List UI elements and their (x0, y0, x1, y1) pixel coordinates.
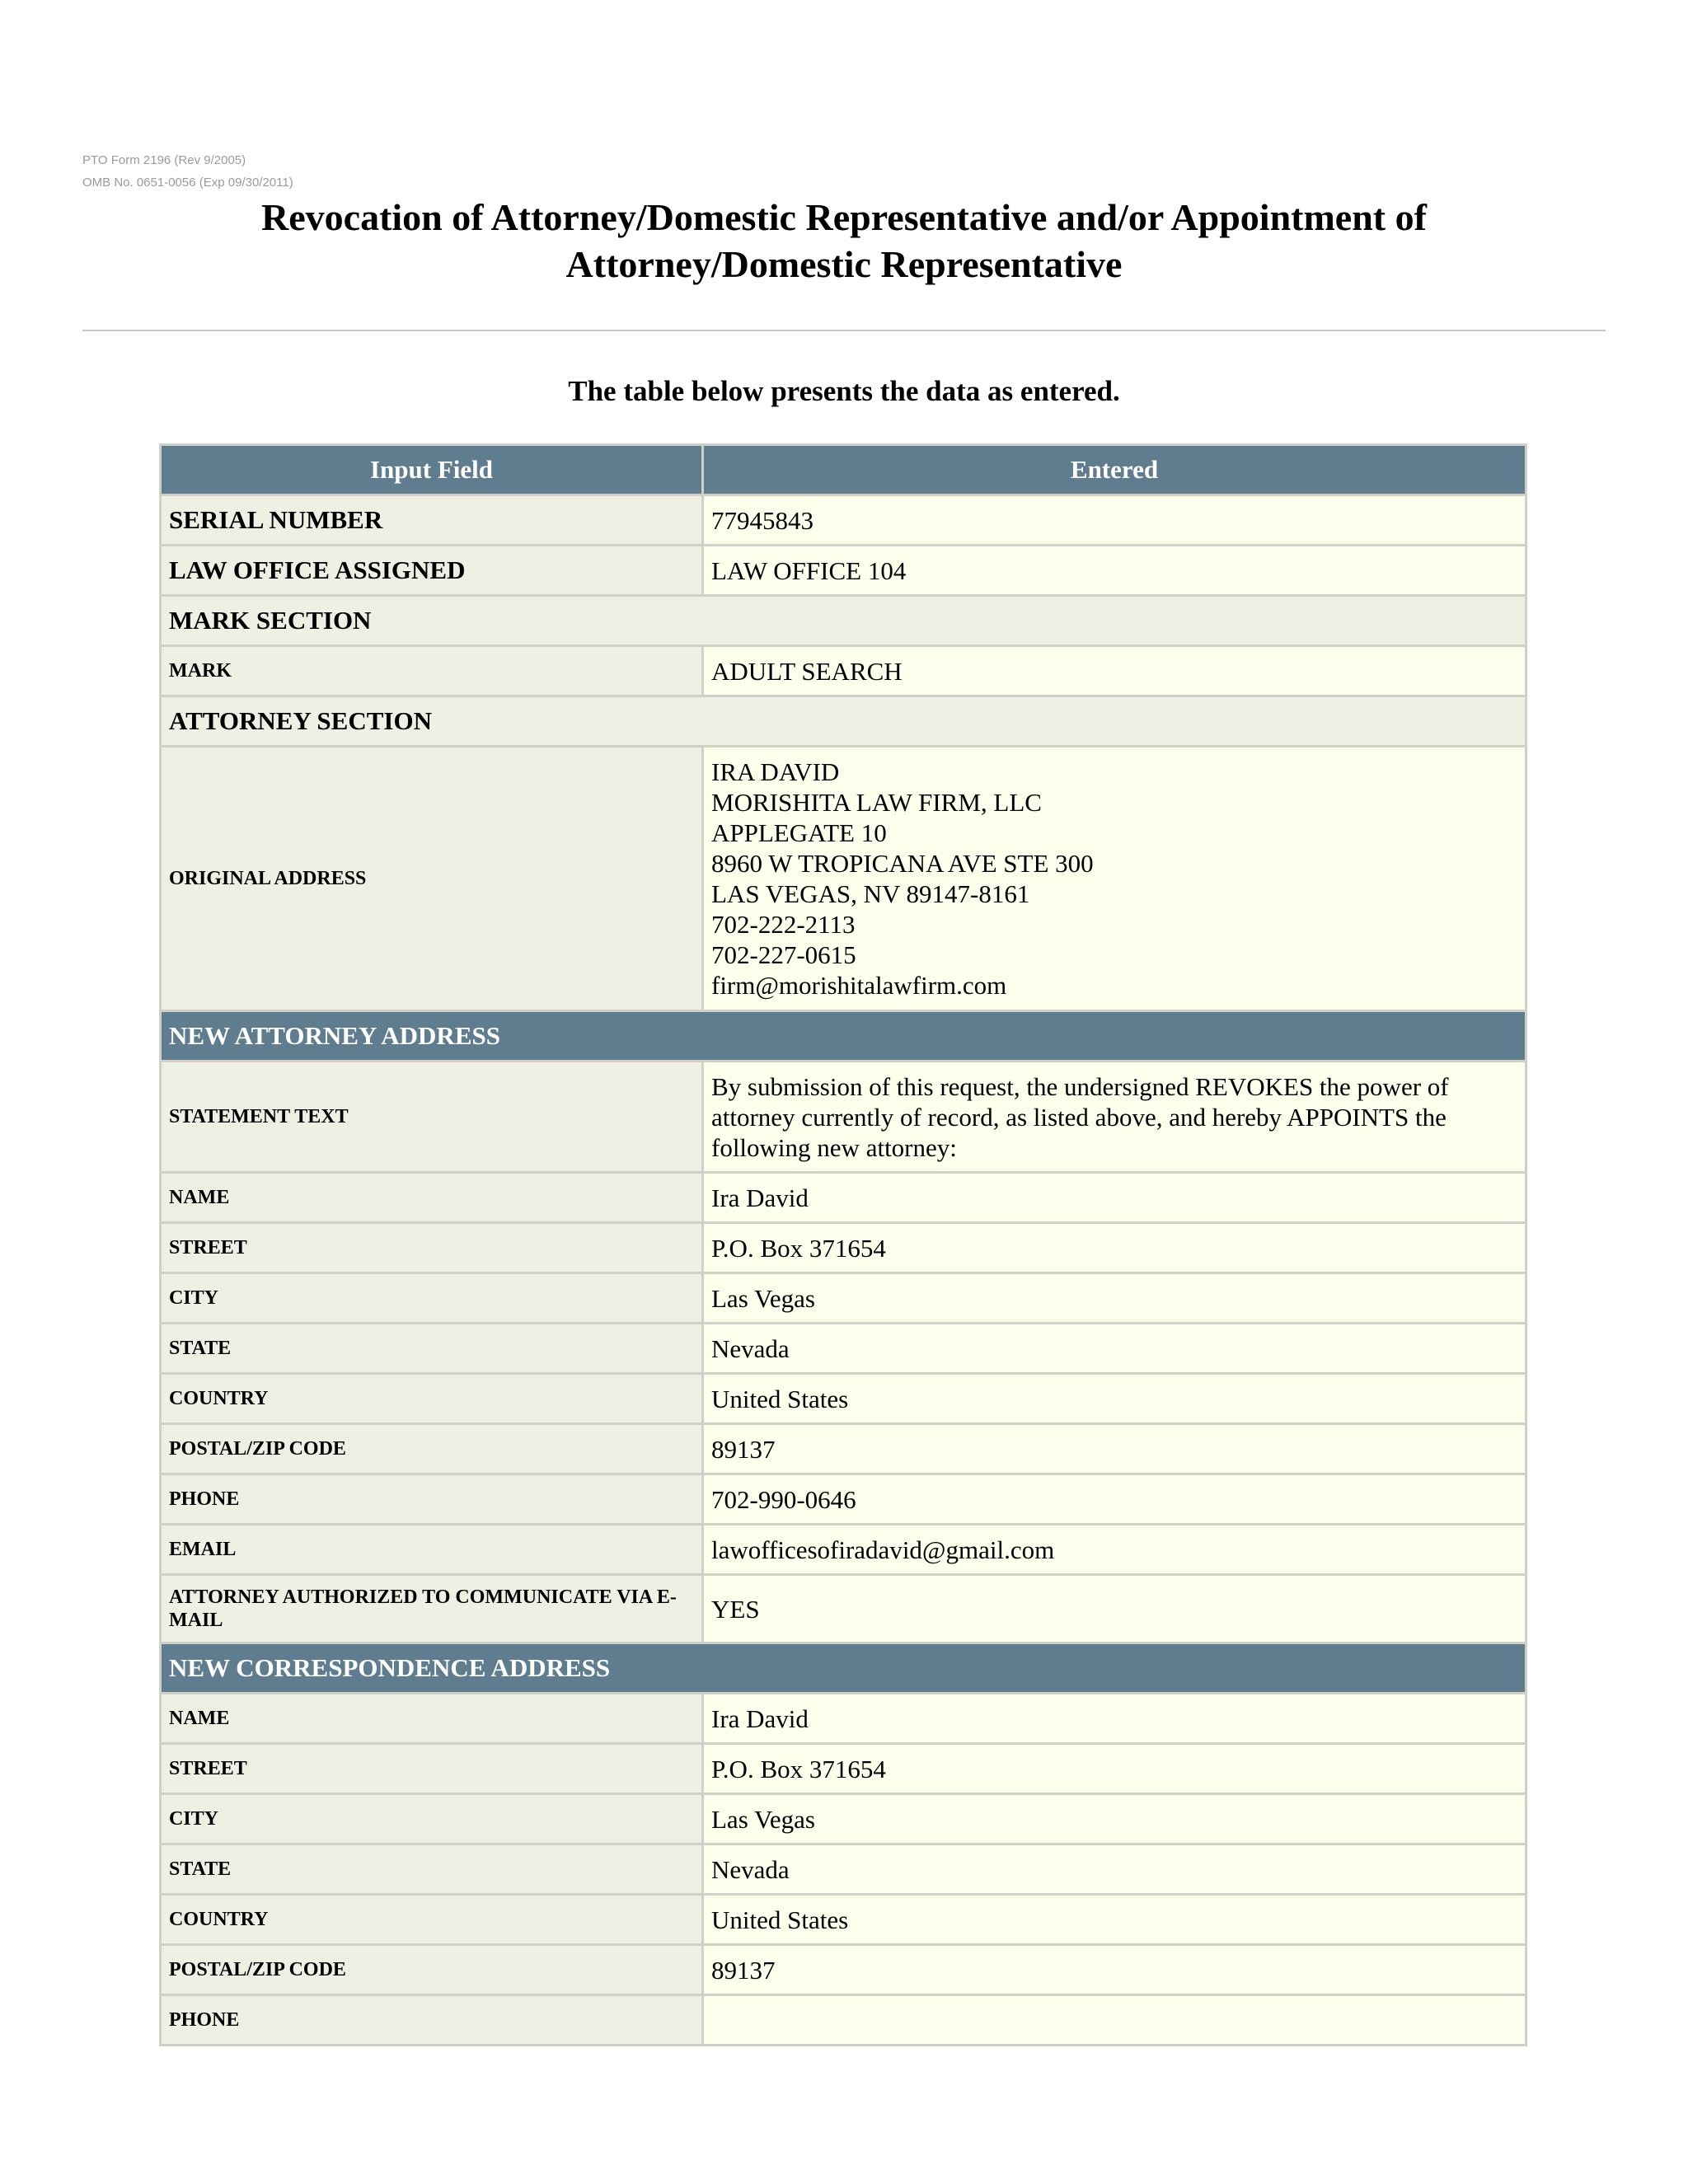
correspondence-name-label: NAME (162, 1694, 701, 1742)
attorney-street-label: STREET (162, 1224, 701, 1272)
table-row (162, 1375, 1525, 1422)
column-header-entered: Entered (704, 446, 1525, 494)
table-row (162, 1062, 1525, 1171)
table-row (162, 1745, 1525, 1793)
table-row (162, 1795, 1525, 1843)
correspondence-street-label: STREET (162, 1745, 701, 1793)
table-row (162, 546, 1525, 594)
data-table (159, 443, 1527, 2046)
table-row (162, 1475, 1525, 1523)
original-address-line: APPLEGATE 10 (711, 818, 887, 847)
serial-number-value: 77945843 (704, 496, 1525, 544)
law-office-value: LAW OFFICE 104 (704, 546, 1525, 594)
attorney-zip-label: POSTAL/ZIP CODE (162, 1425, 701, 1473)
section-row (162, 697, 1525, 745)
attorney-name-value: Ira David (704, 1174, 1525, 1221)
table-intro: The table below presents the data as entered. (568, 375, 1120, 407)
original-address-label: ORIGINAL ADDRESS (162, 748, 701, 1010)
original-address-line: MORISHITA LAW FIRM, LLC (711, 788, 1042, 817)
serial-number-label: SERIAL NUMBER (162, 496, 701, 544)
table-row (162, 1845, 1525, 1893)
table-row (162, 1224, 1525, 1272)
attorney-name-label: NAME (162, 1174, 701, 1221)
mark-label: MARK (162, 647, 701, 695)
attorney-country-label: COUNTRY (162, 1375, 701, 1422)
table-row (162, 496, 1525, 544)
correspondence-phone-label: PHONE (162, 1996, 701, 2044)
email-authorization-label: ATTORNEY AUTHORIZED TO COMMUNICATE VIA E-MAIL (162, 1576, 701, 1642)
form-id: PTO Form 2196 (Rev 9/2005) (82, 153, 246, 167)
section-row (162, 597, 1525, 644)
column-header-input-field: Input Field (162, 446, 701, 494)
original-address-line: LAS VEGAS, NV 89147-8161 (711, 879, 1030, 908)
original-address-line: IRA DAVID (711, 757, 840, 786)
correspondence-state-value: Nevada (704, 1845, 1525, 1893)
correspondence-street-value: P.O. Box 371654 (704, 1745, 1525, 1793)
table-row (162, 1896, 1525, 1943)
correspondence-zip-value: 89137 (704, 1946, 1525, 1994)
original-address-line: 702-227-0615 (711, 940, 856, 969)
attorney-state-label: STATE (162, 1324, 701, 1372)
new-correspondence-section-heading: NEW CORRESPONDENCE ADDRESS (162, 1644, 1525, 1692)
omb-number: OMB No. 0651-0056 (Exp 09/30/2011) (82, 176, 293, 190)
section-row (162, 1012, 1525, 1060)
table-row (162, 1946, 1525, 1994)
attorney-city-value: Las Vegas (704, 1274, 1525, 1322)
table-row (162, 1694, 1525, 1742)
attorney-phone-label: PHONE (162, 1475, 701, 1523)
new-attorney-section-heading: NEW ATTORNEY ADDRESS (162, 1012, 1525, 1060)
original-address-line: firm@morishitalawfirm.com (711, 971, 1007, 1000)
table-row (162, 1324, 1525, 1372)
attorney-phone-value: 702-990-0646 (704, 1475, 1525, 1523)
mark-section-heading: MARK SECTION (162, 597, 1525, 644)
table-row (162, 647, 1525, 695)
page-title-line-1: Revocation of Attorney/Domestic Representative and/or Appointment of (261, 196, 1427, 238)
table-row (162, 1576, 1525, 1642)
page-title (82, 194, 1606, 288)
attorney-state-value: Nevada (704, 1324, 1525, 1372)
attorney-zip-value: 89137 (704, 1425, 1525, 1473)
email-authorization-value: YES (704, 1576, 1525, 1642)
table-row (162, 1274, 1525, 1322)
original-address-value (704, 748, 1525, 1010)
table-row (162, 1425, 1525, 1473)
original-address-line: 702-222-2113 (711, 910, 856, 939)
table-header-row (162, 446, 1525, 494)
attorney-email-label: EMAIL (162, 1526, 701, 1573)
statement-text-label: STATEMENT TEXT (162, 1062, 701, 1171)
attorney-email-value: lawofficesofiradavid@gmail.com (704, 1526, 1525, 1573)
mark-value: ADULT SEARCH (704, 647, 1525, 695)
horizontal-divider (82, 330, 1606, 331)
table-row (162, 1996, 1525, 2044)
original-address-line: 8960 W TROPICANA AVE STE 300 (711, 849, 1094, 878)
correspondence-country-value: United States (704, 1896, 1525, 1943)
correspondence-country-label: COUNTRY (162, 1896, 701, 1943)
attorney-country-value: United States (704, 1375, 1525, 1422)
attorney-section-heading: ATTORNEY SECTION (162, 697, 1525, 745)
attorney-street-value: P.O. Box 371654 (704, 1224, 1525, 1272)
correspondence-zip-label: POSTAL/ZIP CODE (162, 1946, 701, 1994)
correspondence-name-value: Ira David (704, 1694, 1525, 1742)
correspondence-city-label: CITY (162, 1795, 701, 1843)
correspondence-city-value: Las Vegas (704, 1795, 1525, 1843)
table-row (162, 1526, 1525, 1573)
statement-text-value: By submission of this request, the undersigned REVOKES the power of attorney currently of record, as listed above, and hereby APPOINTS the following new attorney: (704, 1062, 1525, 1171)
correspondence-phone-value (704, 1996, 1525, 2044)
law-office-label: LAW OFFICE ASSIGNED (162, 546, 701, 594)
section-row (162, 1644, 1525, 1692)
table-row (162, 1174, 1525, 1221)
page-title-line-2: Attorney/Domestic Representative (565, 243, 1123, 285)
attorney-city-label: CITY (162, 1274, 701, 1322)
correspondence-state-label: STATE (162, 1845, 701, 1893)
table-row (162, 748, 1525, 1010)
